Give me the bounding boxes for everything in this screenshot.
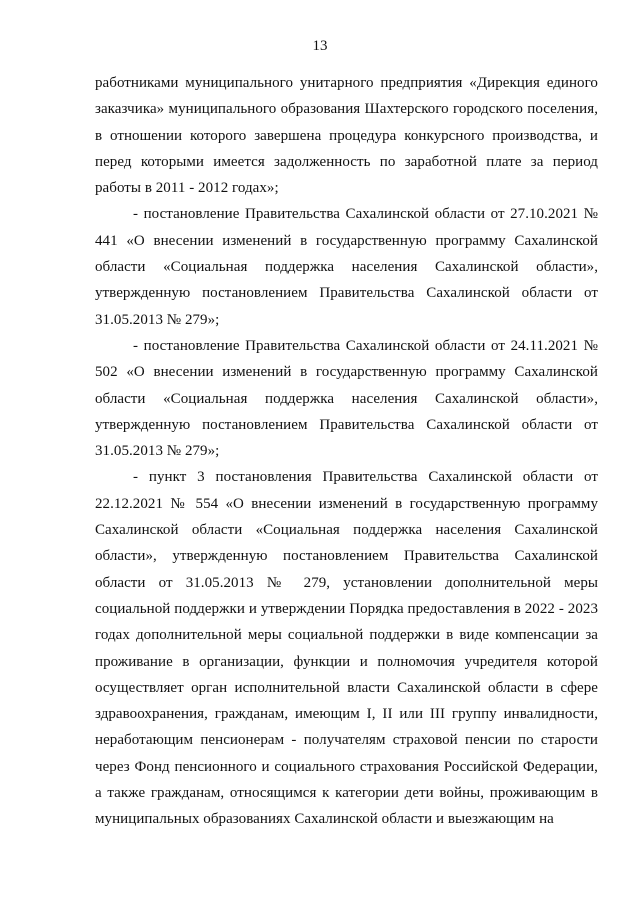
- paragraph-resolution-502: - постановление Правительства Сахалинской области от 24.11.2021 № 502 «О внесении изменений в государственную программу Сахалинской области «Социальная поддержка населения Сахалинской области», утвержденную постановлением Правительства Сахалинской области от 31.05.2013 № 279»;: [95, 337, 598, 460]
- paragraph-continuation: работниками муниципального унитарного предприятия «Дирекция единого заказчика» муниципального образования Шахтерского городского поселения, в отношении которого завершена процедура конкурсного производства, и перед которыми имеется задолженность по заработной плате за период работы в 2011 - 2012 годах»;: [95, 75, 598, 197]
- paragraph-resolution-441: - постановление Правительства Сахалинской области от 27.10.2021 № 441 «О внесении изменений в государственную программу Сахалинской области «Социальная поддержка населения Сахалинской области», утвержденную постановлением Правительства Сахалинской области от 31.05.2013 № 279»;: [95, 206, 598, 328]
- page-number: 13: [312, 38, 328, 54]
- document-body: [95, 70, 598, 833]
- paragraph-resolution-554: - пункт 3 постановления Правительства Сахалинской области от 22.12.2021 № 554 «О внесении изменений в государственную программу Сахалинской области «Социальная поддержка населения Сахалинской области», утвержденную постановлением Правительства Сахалинской области от 31.05.2013 № 279, установлении дополнительной меры социальной поддержки и утверждении Порядка предоставления в 2022 - 2023 годах дополнительной меры социальной поддержки в виде компенсации за проживание в организации, функции и полномочия учредителя которой осуществляет орган исполнительной власти Сахалинской области в сфере здравоохранения, гражданам, имеющим I, II или III группу инвалидности, неработающим пенсионерам - получателям страховой пенсии по старости через Фонд пенсионного и социального страхования Российской Федерации, а также гражданам, относящимся к категории дети войны, проживающим в муниципальных образованиях Сахалинской области и выезжающим на: [95, 469, 598, 828]
